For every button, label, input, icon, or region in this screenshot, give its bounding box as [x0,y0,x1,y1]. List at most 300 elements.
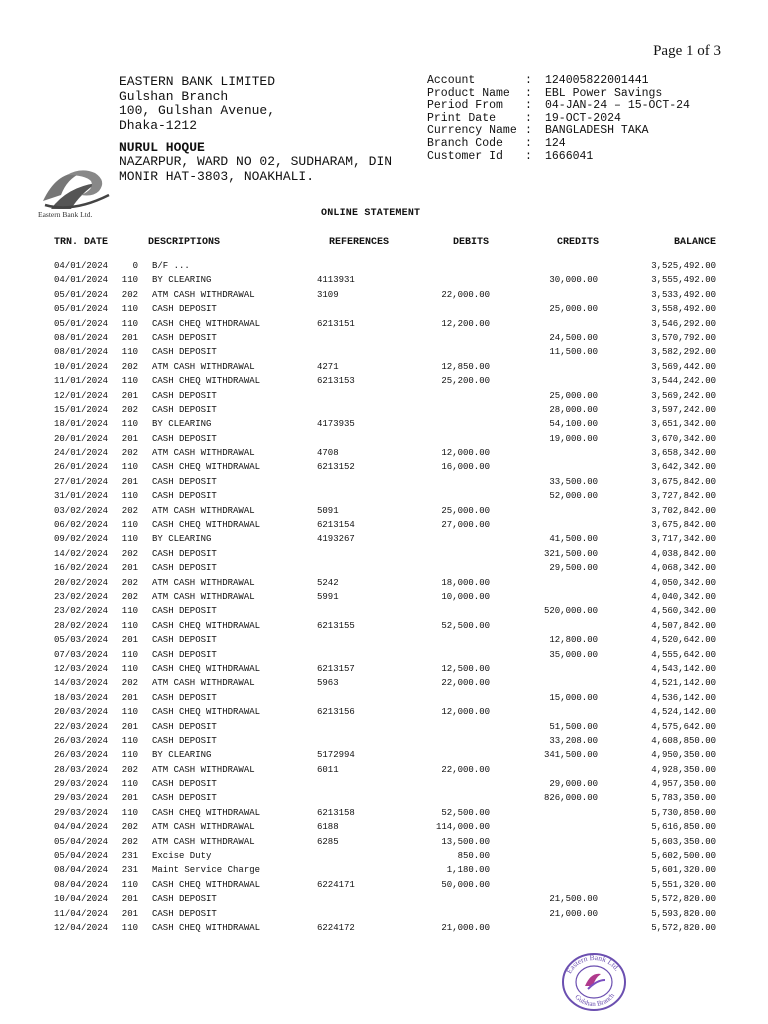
cell-credit: 11,500.00 [549,347,598,358]
cell-date: 05/03/2024 [54,635,109,646]
cell-balance: 4,957,350.00 [651,779,716,790]
cell-date: 09/02/2024 [54,534,109,545]
cell-credit: 25,000.00 [549,304,598,315]
cell-credit: 35,000.00 [549,649,598,660]
table-row [0,880,768,894]
cell-balance: 4,555,642.00 [651,649,716,660]
cell-debit: 12,500.00 [441,663,490,674]
account-info-label: Account [427,74,476,87]
table-row [0,275,768,289]
table-row [0,319,768,333]
account-info-row [427,75,690,88]
cell-credit: 33,208.00 [549,735,598,746]
table-row [0,304,768,318]
cell-balance: 3,555,492.00 [651,275,716,286]
account-info-row [427,151,690,164]
cell-date: 04/04/2024 [54,822,109,833]
cell-date: 12/04/2024 [54,922,109,933]
cell-reference: 5242 [317,577,339,588]
cell-debit: 1,180.00 [446,865,490,876]
table-row [0,606,768,620]
table-row [0,333,768,347]
account-info-value: 124005822001441 [545,74,649,87]
cell-description: ATM CASH WITHDRAWAL [152,577,255,588]
table-row [0,779,768,793]
table-row [0,376,768,390]
cell-balance: 5,730,850.00 [651,807,716,818]
cell-date: 12/01/2024 [54,390,109,401]
cell-debit: 16,000.00 [441,462,490,473]
cell-description: B/F ... [152,261,190,271]
cell-code: 201 [121,332,138,343]
cell-description: CASH DEPOSIT [152,735,217,746]
cell-date: 20/03/2024 [54,707,109,718]
cell-description: CASH DEPOSIT [152,894,217,905]
page-number: Page 1 of 3 [653,43,721,59]
table-header [0,237,768,249]
cell-description: BY CLEARING [152,275,212,286]
cell-date: 08/04/2024 [54,865,109,876]
cell-description: ATM CASH WITHDRAWAL [152,678,255,689]
cell-date: 05/01/2024 [54,318,109,329]
cell-reference: 5991 [317,591,339,602]
cell-description: CASH CHEQ WITHDRAWAL [152,922,261,933]
table-row [0,592,768,606]
cell-description: Excise Duty [152,851,212,862]
cell-debit: 22,000.00 [441,764,490,775]
table-row [0,563,768,577]
cell-description: CASH DEPOSIT [152,606,217,617]
cell-code: 110 [121,419,138,430]
table-row [0,707,768,721]
cell-debit: 114,000.00 [435,822,490,833]
cell-date: 04/01/2024 [54,275,109,286]
cell-balance: 4,536,142.00 [651,692,716,703]
cell-date: 22/03/2024 [54,721,109,732]
cell-reference: 6224171 [317,879,355,890]
cell-balance: 3,670,342.00 [651,433,716,444]
cell-balance: 3,546,292.00 [651,318,716,329]
bank-address-line-2: Dhaka-1212 [119,117,198,133]
cell-description: CASH DEPOSIT [152,304,217,315]
cell-date: 06/02/2024 [54,520,109,531]
customer-address-line-1: NAZARPUR, WARD NO 02, SUDHARAM, DIN [119,154,393,169]
table-row [0,578,768,592]
cell-date: 05/04/2024 [54,851,109,862]
cell-description: CASH CHEQ WITHDRAWAL [152,376,261,387]
cell-code: 202 [121,836,138,847]
transaction-table [0,261,768,937]
cell-code: 202 [121,764,138,775]
account-info-colon: : [525,149,532,163]
cell-date: 18/01/2024 [54,419,109,430]
cell-description: CASH DEPOSIT [152,635,217,646]
cell-balance: 4,050,342.00 [651,577,716,588]
account-info-label: Branch Code [427,136,503,150]
cell-code: 110 [121,922,138,933]
cell-code: 110 [121,735,138,746]
cell-debit: 50,000.00 [441,879,490,890]
cell-debit: 27,000.00 [441,520,490,531]
cell-balance: 4,068,342.00 [651,563,716,574]
cell-date: 23/02/2024 [54,591,109,602]
cell-balance: 4,608,850.00 [651,735,716,746]
branch-seal-stamp [561,952,627,1012]
cell-balance: 5,601,320.00 [651,865,716,876]
account-info-label: Currency Name [427,124,517,138]
cell-balance: 3,525,492.00 [651,261,716,271]
cell-description: CASH DEPOSIT [152,793,217,804]
account-info-colon: : [525,86,532,100]
cell-debit: 12,200.00 [441,318,490,329]
cell-credit: 25,000.00 [549,390,598,401]
cell-date: 10/01/2024 [54,361,109,372]
cell-credit: 28,000.00 [549,404,598,415]
col-header-date: TRN. DATE [54,237,109,248]
cell-date: 05/04/2024 [54,836,109,847]
cell-balance: 4,543,142.00 [651,663,716,674]
cell-description: CASH CHEQ WITHDRAWAL [152,520,261,531]
col-header-debits: DEBITS [452,237,489,248]
cell-code: 110 [121,304,138,315]
cell-balance: 3,533,492.00 [651,289,716,300]
cell-code: 202 [121,822,138,833]
cell-credit: 54,100.00 [549,419,598,430]
cell-date: 26/01/2024 [54,462,109,473]
cell-debit: 22,000.00 [441,678,490,689]
account-info-label: Period From [427,99,503,113]
account-info-row [427,100,690,113]
cell-balance: 3,642,342.00 [651,462,716,473]
account-info-value: 04-JAN-24 – 15-OCT-24 [545,99,690,113]
cell-balance: 5,551,320.00 [651,879,716,890]
cell-code: 110 [121,807,138,818]
cell-code: 110 [121,376,138,387]
cell-description: ATM CASH WITHDRAWAL [152,836,255,847]
cell-description: CASH DEPOSIT [152,721,217,732]
account-info-value: 1666041 [545,149,594,163]
cell-date: 05/01/2024 [54,304,109,315]
customer-address-line-2: MONIR HAT-3803, NOAKHALI. [119,168,315,184]
cell-description: CASH CHEQ WITHDRAWAL [152,663,261,674]
cell-description: CASH DEPOSIT [152,563,217,574]
cell-debit: 12,000.00 [441,707,490,718]
cell-description: ATM CASH WITHDRAWAL [152,289,255,300]
cell-code: 202 [121,577,138,588]
account-info-value: 19-OCT-2024 [545,111,621,125]
cell-balance: 4,521,142.00 [651,678,716,689]
cell-code: 110 [121,879,138,890]
account-info-colon: : [525,136,532,150]
account-info-value: EBL Power Savings [545,86,663,100]
cell-code: 110 [121,620,138,631]
cell-date: 29/03/2024 [54,779,109,790]
cell-description: ATM CASH WITHDRAWAL [152,505,255,516]
table-row [0,722,768,736]
cell-debit: 52,500.00 [441,620,490,631]
cell-balance: 5,603,350.00 [651,836,716,847]
table-row [0,362,768,376]
cell-credit: 52,000.00 [549,491,598,502]
cell-balance: 3,582,292.00 [651,347,716,358]
account-info-colon: : [525,124,532,138]
cell-balance: 3,558,492.00 [651,304,716,315]
table-row [0,736,768,750]
cell-date: 24/01/2024 [54,448,109,459]
cell-date: 15/01/2024 [54,404,109,415]
cell-reference: 6213151 [317,318,355,329]
cell-balance: 5,572,820.00 [651,894,716,905]
table-row [0,765,768,779]
cell-code: 202 [121,505,138,516]
cell-code: 201 [121,563,138,574]
cell-reference: 6011 [317,764,339,775]
cell-code: 110 [121,275,138,286]
cell-balance: 4,040,342.00 [651,591,716,602]
cell-code: 202 [121,289,138,300]
cell-code: 110 [121,779,138,790]
cell-code: 110 [121,707,138,718]
table-row [0,793,768,807]
account-info-colon: : [525,111,532,125]
table-row [0,909,768,923]
table-row [0,650,768,664]
cell-credit: 33,500.00 [549,476,598,487]
cell-description: ATM CASH WITHDRAWAL [152,764,255,775]
account-info-label: Print Date [427,111,497,125]
cell-balance: 4,928,350.00 [651,764,716,775]
cell-description: CASH DEPOSIT [152,332,217,343]
table-row [0,534,768,548]
cell-reference: 4173935 [317,419,355,430]
cell-code: 201 [121,692,138,703]
cell-balance: 3,658,342.00 [651,448,716,459]
table-row [0,462,768,476]
cell-balance: 4,560,342.00 [651,606,716,617]
cell-code: 0 [132,261,138,271]
table-row [0,851,768,865]
table-row [0,837,768,851]
cell-date: 31/01/2024 [54,491,109,502]
table-row [0,520,768,534]
cell-credit: 321,500.00 [543,548,598,559]
statement-title: ONLINE STATEMENT [321,208,421,219]
cell-reference: 6213155 [317,620,355,631]
cell-debit: 21,000.00 [441,922,490,933]
table-row [0,621,768,635]
col-header-credits: CREDITS [556,237,599,248]
cell-code: 110 [121,347,138,358]
cell-description: ATM CASH WITHDRAWAL [152,822,255,833]
cell-credit: 520,000.00 [543,606,598,617]
cell-credit: 21,500.00 [549,894,598,905]
cell-reference: 5091 [317,505,339,516]
cell-description: CASH CHEQ WITHDRAWAL [152,462,261,473]
table-row [0,693,768,707]
cell-reference: 4271 [317,361,339,372]
account-info-colon: : [525,99,532,113]
cell-code: 110 [121,462,138,473]
cell-code: 110 [121,520,138,531]
cell-description: BY CLEARING [152,419,212,430]
cell-code: 110 [121,318,138,329]
cell-code: 201 [121,894,138,905]
cell-debit: 13,500.00 [441,836,490,847]
cell-balance: 4,950,350.00 [651,750,716,761]
cell-code: 202 [121,361,138,372]
cell-date: 29/03/2024 [54,807,109,818]
customer-name: NURUL HOQUE [119,140,205,155]
cell-date: 29/03/2024 [54,793,109,804]
svg-text:Gulshan Branch: Gulshan Branch [573,991,617,1009]
table-row [0,549,768,563]
cell-date: 23/02/2024 [54,606,109,617]
cell-description: CASH DEPOSIT [152,491,217,502]
cell-date: 08/04/2024 [54,879,109,890]
cell-date: 28/03/2024 [54,764,109,775]
table-row [0,477,768,491]
col-header-references: REFERENCES [329,237,390,248]
cell-date: 20/01/2024 [54,433,109,444]
cell-credit: 341,500.00 [543,750,598,761]
cell-date: 26/03/2024 [54,750,109,761]
cell-date: 20/02/2024 [54,577,109,588]
cell-credit: 24,500.00 [549,332,598,343]
cell-description: BY CLEARING [152,534,212,545]
cell-balance: 4,038,842.00 [651,548,716,559]
cell-reference: 6213152 [317,462,355,473]
cell-balance: 3,675,842.00 [651,520,716,531]
cell-reference: 5963 [317,678,339,689]
cell-debit: 12,850.00 [441,361,490,372]
cell-reference: 3109 [317,289,339,300]
cell-description: ATM CASH WITHDRAWAL [152,591,255,602]
cell-balance: 5,783,350.00 [651,793,716,804]
cell-description: CASH CHEQ WITHDRAWAL [152,879,261,890]
account-info-block [427,75,690,163]
account-info-label: Product Name [427,86,510,100]
cell-code: 202 [121,678,138,689]
cell-reference: 5172994 [317,750,355,761]
bank-logo-text: Eastern Bank Ltd. [38,210,93,219]
table-row [0,822,768,836]
cell-code: 202 [121,548,138,559]
table-row [0,290,768,304]
cell-credit: 30,000.00 [549,275,598,286]
table-row [0,664,768,678]
cell-balance: 5,572,820.00 [651,922,716,933]
cell-code: 201 [121,793,138,804]
bank-name: EASTERN BANK LIMITED [119,74,276,89]
cell-description: CASH DEPOSIT [152,649,217,660]
cell-description: ATM CASH WITHDRAWAL [152,448,255,459]
table-row [0,261,768,275]
cell-reference: 6213153 [317,376,355,387]
cell-reference: 4193267 [317,534,355,545]
svg-text:Eastern Bank Ltd.: Eastern Bank Ltd. [564,952,622,976]
cell-description: CASH DEPOSIT [152,433,217,444]
cell-credit: 12,800.00 [549,635,598,646]
table-row [0,347,768,361]
cell-debit: 10,000.00 [441,591,490,602]
cell-balance: 4,575,642.00 [651,721,716,732]
cell-balance: 5,616,850.00 [651,822,716,833]
cell-debit: 25,000.00 [441,505,490,516]
cell-description: CASH DEPOSIT [152,548,217,559]
cell-balance: 3,675,842.00 [651,476,716,487]
cell-debit: 52,500.00 [441,807,490,818]
account-info-value: 124 [545,136,566,150]
cell-date: 14/02/2024 [54,548,109,559]
cell-code: 201 [121,390,138,401]
cell-debit: 850.00 [457,851,490,862]
cell-description: CASH DEPOSIT [152,404,217,415]
cell-date: 07/03/2024 [54,649,109,660]
cell-code: 201 [121,635,138,646]
cell-code: 231 [121,851,138,862]
cell-description: CASH CHEQ WITHDRAWAL [152,707,261,718]
cell-code: 110 [121,606,138,617]
cell-reference: 6224172 [317,922,355,933]
account-info-value: BANGLADESH TAKA [545,124,649,138]
cell-reference: 6213158 [317,807,355,818]
bank-branch: Gulshan Branch [119,88,229,104]
cell-description: CASH DEPOSIT [152,692,217,703]
cell-date: 08/01/2024 [54,347,109,358]
cell-date: 18/03/2024 [54,692,109,703]
table-row [0,678,768,692]
account-info-row [427,138,690,151]
cell-date: 08/01/2024 [54,332,109,343]
cell-credit: 15,000.00 [549,692,598,703]
cell-credit: 29,000.00 [549,779,598,790]
cell-date: 04/01/2024 [54,261,109,271]
cell-balance: 3,544,242.00 [651,376,716,387]
cell-balance: 3,702,842.00 [651,505,716,516]
cell-reference: 6213156 [317,707,355,718]
cell-code: 110 [121,663,138,674]
account-info-label: Customer Id [427,149,503,163]
bank-address-block [119,75,275,133]
cell-reference: 6285 [317,836,339,847]
table-row [0,419,768,433]
cell-debit: 12,000.00 [441,448,490,459]
cell-date: 03/02/2024 [54,505,109,516]
table-row [0,448,768,462]
cell-balance: 4,507,842.00 [651,620,716,631]
cell-balance: 4,520,642.00 [651,635,716,646]
cell-code: 110 [121,649,138,660]
cell-credit: 21,000.00 [549,908,598,919]
cell-reference: 6213154 [317,520,355,531]
cell-description: CASH CHEQ WITHDRAWAL [152,318,261,329]
cell-debit: 22,000.00 [441,289,490,300]
cell-credit: 29,500.00 [549,563,598,574]
table-row [0,808,768,822]
cell-date: 10/04/2024 [54,894,109,905]
cell-credit: 826,000.00 [543,793,598,804]
cell-balance: 5,602,500.00 [651,851,716,862]
cell-description: CASH DEPOSIT [152,390,217,401]
cell-reference: 4708 [317,448,339,459]
cell-code: 231 [121,865,138,876]
cell-credit: 41,500.00 [549,534,598,545]
cell-code: 110 [121,534,138,545]
table-row [0,434,768,448]
table-row [0,635,768,649]
cell-debit: 25,200.00 [441,376,490,387]
cell-date: 05/01/2024 [54,289,109,300]
